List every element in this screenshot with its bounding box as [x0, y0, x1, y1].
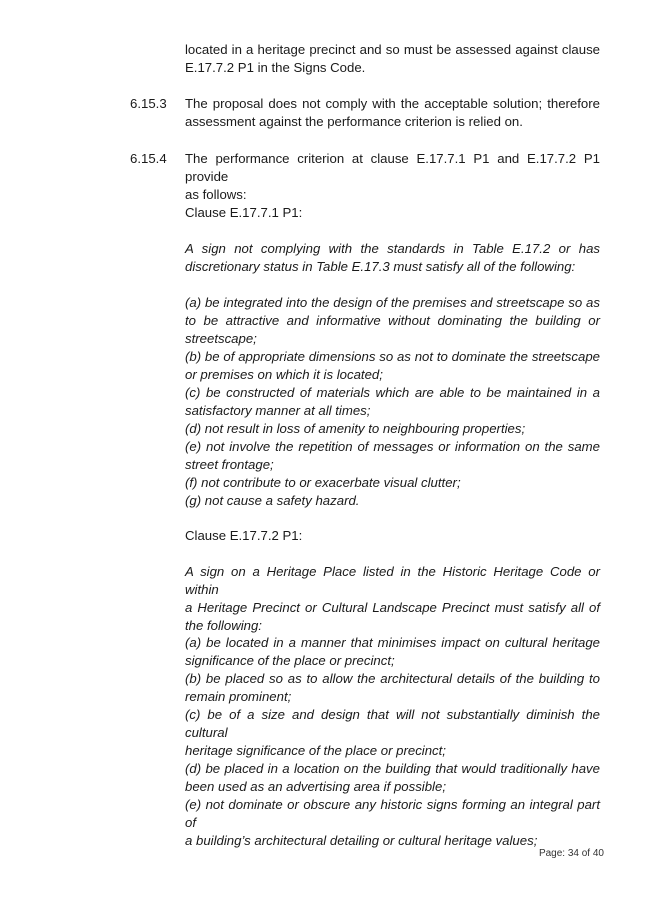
clause-1-item-line: (e) not involve the repetition of messages or information on the same [185, 439, 600, 454]
p6153-line-1: The proposal does not comply with the acceptable solution; therefore [185, 96, 600, 111]
clause-2-item-line: (b) be placed so as to allow the architectural details of the building to [185, 671, 600, 686]
p6153-line-2: assessment against the performance criterion is relied on. [185, 114, 523, 129]
paragraph-number-6-15-4: 6.15.4 [130, 151, 167, 166]
clause-1-items [185, 294, 600, 510]
clause-2-heading: Clause E.17.7.2 P1: [185, 528, 303, 543]
clause-2-lead-line-3: the following: [185, 618, 262, 633]
clause-1-item-line: (a) be integrated into the design of the premises and streetscape so as [185, 295, 600, 310]
clause-1-heading: Clause E.17.7.1 P1: [185, 205, 303, 220]
clause-2-item-line: (d) be placed in a location on the building that would traditionally have [185, 761, 600, 776]
clause-1-item-line: to be attractive and informative without dominating the building or [185, 313, 600, 328]
clause-2-item-line: heritage significance of the place or precinct; [185, 743, 446, 758]
clause-2-lead-line-1: A sign on a Heritage Place listed in the Historic Heritage Code or within [185, 564, 600, 597]
clause-1-item-line: (b) be of appropriate dimensions so as not to dominate the streetscape [185, 349, 600, 364]
clause-1-item-line: (g) not cause a safety hazard. [185, 493, 360, 508]
clause-1-item-line: (f) not contribute to or exacerbate visual clutter; [185, 475, 461, 490]
clause-1-item-line: streetscape; [185, 331, 257, 346]
clause-2-item-line: (e) not dominate or obscure any historic signs forming an integral part of [185, 797, 600, 830]
clause-2-item-line: (a) be located in a manner that minimises impact on cultural heritage [185, 635, 600, 650]
clause-1-item-line: (d) not result in loss of amenity to neighbouring properties; [185, 421, 526, 436]
clause-2-item-line: significance of the place or precinct; [185, 653, 395, 668]
paragraph-number-6-15-3: 6.15.3 [130, 96, 167, 111]
clause-1-lead-line-2: discretionary status in Table E.17.3 must satisfy all of the following: [185, 259, 576, 274]
intro-paragraph [185, 41, 600, 77]
clause-1-item-line: street frontage; [185, 457, 274, 472]
paragraph-6-15-3 [185, 95, 600, 131]
clause-1-item-line: satisfactory manner at all times; [185, 403, 371, 418]
clause-1-item-line: (c) be constructed of materials which are able to be maintained in a [185, 385, 600, 400]
clause-2-item-line: been used as an advertising area if possible; [185, 779, 446, 794]
clause-1-lead-line-1: A sign not complying with the standards in Table E.17.2 or has [185, 241, 600, 256]
clause-2-item-line: a building’s architectural detailing or cultural heritage values; [185, 833, 538, 848]
page-number: Page: 34 of 40 [538, 848, 604, 859]
clause-1-item-line: or premises on which it is located; [185, 367, 383, 382]
p6154-line-1: The performance criterion at clause E.17.7.1 P1 and E.17.7.2 P1 provide [185, 151, 600, 184]
clause-2-item-line: (c) be of a size and design that will not substantially diminish the cultural [185, 707, 600, 740]
clause-2-lead [185, 563, 600, 635]
intro-line-1: located in a heritage precinct and so must be assessed against clause [185, 42, 600, 57]
clause-2-items [185, 634, 600, 850]
clause-2-item-line: remain prominent; [185, 689, 292, 704]
intro-line-2: E.17.7.2 P1 in the Signs Code. [185, 60, 366, 75]
clause-1-lead [185, 240, 600, 276]
clause-2-lead-line-2: a Heritage Precinct or Cultural Landscape Precinct must satisfy all of [185, 600, 600, 615]
paragraph-6-15-4 [185, 150, 600, 204]
p6154-line-2: as follows: [185, 187, 247, 202]
